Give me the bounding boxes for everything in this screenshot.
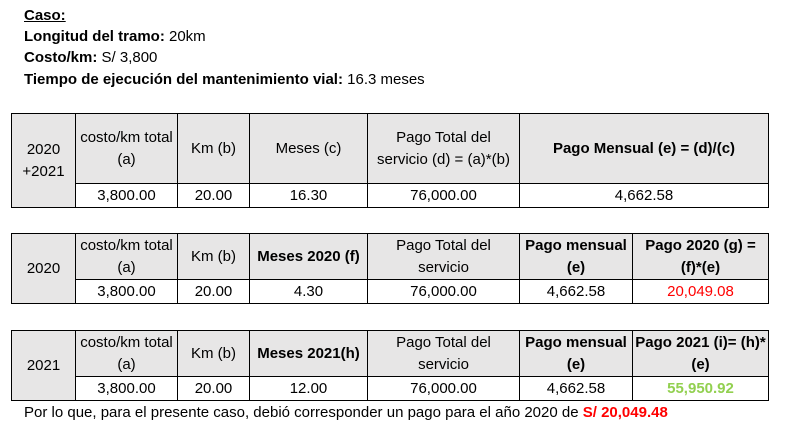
table-header-row xyxy=(12,331,769,377)
value-cell: 3,800.00 xyxy=(76,377,178,401)
value-cell: 76,000.00 xyxy=(368,184,520,208)
table-header-row xyxy=(12,114,769,184)
costo-label: Costo/km: xyxy=(24,49,98,66)
table-row xyxy=(12,377,769,401)
conclusion-text xyxy=(24,404,668,421)
year-line2: +2021 xyxy=(22,162,65,180)
longitud-value: 20km xyxy=(164,28,206,45)
value-cell: 4.30 xyxy=(250,280,368,304)
table-2020-2021 xyxy=(11,113,769,208)
value-cell: 4,662.58 xyxy=(520,280,633,304)
table-row xyxy=(12,280,769,304)
header-cell: costo/km total (a) xyxy=(76,114,178,184)
tiempo-line xyxy=(24,70,425,90)
year-cell: 2020 xyxy=(12,234,76,304)
longitud-label: Longitud del tramo: xyxy=(24,28,165,45)
header-cell: Pago mensual (e) xyxy=(520,331,633,377)
value-cell: 3,800.00 xyxy=(76,184,178,208)
year-cell xyxy=(12,114,76,208)
header-cell: Meses (c) xyxy=(250,114,368,184)
pago-2021-value: 55,950.92 xyxy=(633,377,769,401)
header-cell: Pago Total del servicio xyxy=(368,331,520,377)
conclusion-amount: S/ 20,049.48 xyxy=(582,404,668,421)
header-cell: Pago 2020 (g) = (f)*(e) xyxy=(633,234,769,280)
case-title xyxy=(24,6,66,26)
header-cell: Pago Total del servicio xyxy=(368,234,520,280)
table-row xyxy=(12,184,769,208)
costo-line xyxy=(24,48,157,68)
value-cell: 20.00 xyxy=(178,280,250,304)
header-cell: costo/km total (a) xyxy=(76,234,178,280)
tiempo-value: 16.3 meses xyxy=(342,71,425,88)
value-cell: 76,000.00 xyxy=(368,377,520,401)
header-cell: Meses 2020 (f) xyxy=(250,234,368,280)
table-2020 xyxy=(11,233,769,304)
header-cell: Pago Total del servicio (d) = (a)*(b) xyxy=(368,114,520,184)
header-cell: Pago mensual (e) xyxy=(520,234,633,280)
conclusion-body: Por lo que, para el presente caso, debió corresponder un pago para el año 2020 de xyxy=(24,404,583,421)
header-cell: Pago 2021 (i)= (h)*(e) xyxy=(633,331,769,377)
year-line1: 2020 xyxy=(26,140,61,158)
value-cell: 20.00 xyxy=(178,184,250,208)
value-cell: 76,000.00 xyxy=(368,280,520,304)
header-cell: Km (b) xyxy=(178,331,250,377)
value-cell: 20.00 xyxy=(178,377,250,401)
header-cell: costo/km total (a) xyxy=(76,331,178,377)
value-cell: 3,800.00 xyxy=(76,280,178,304)
table-2021 xyxy=(11,330,769,401)
header-cell: Km (b) xyxy=(178,234,250,280)
costo-value: S/ 3,800 xyxy=(97,49,158,66)
longitud-line xyxy=(24,27,206,47)
table-header-row xyxy=(12,234,769,280)
header-cell: Meses 2021(h) xyxy=(250,331,368,377)
tiempo-label: Tiempo de ejecución del mantenimiento vial: xyxy=(24,71,343,88)
value-cell: 4,662.58 xyxy=(520,377,633,401)
value-cell: 16.30 xyxy=(250,184,368,208)
caso-label: Caso: xyxy=(24,7,66,24)
pago-2020-value: 20,049.08 xyxy=(633,280,769,304)
value-cell: 4,662.58 xyxy=(520,184,769,208)
header-cell: Km (b) xyxy=(178,114,250,184)
value-cell: 12.00 xyxy=(250,377,368,401)
year-cell: 2021 xyxy=(12,331,76,401)
header-cell: Pago Mensual (e) = (d)/(c) xyxy=(520,114,769,184)
